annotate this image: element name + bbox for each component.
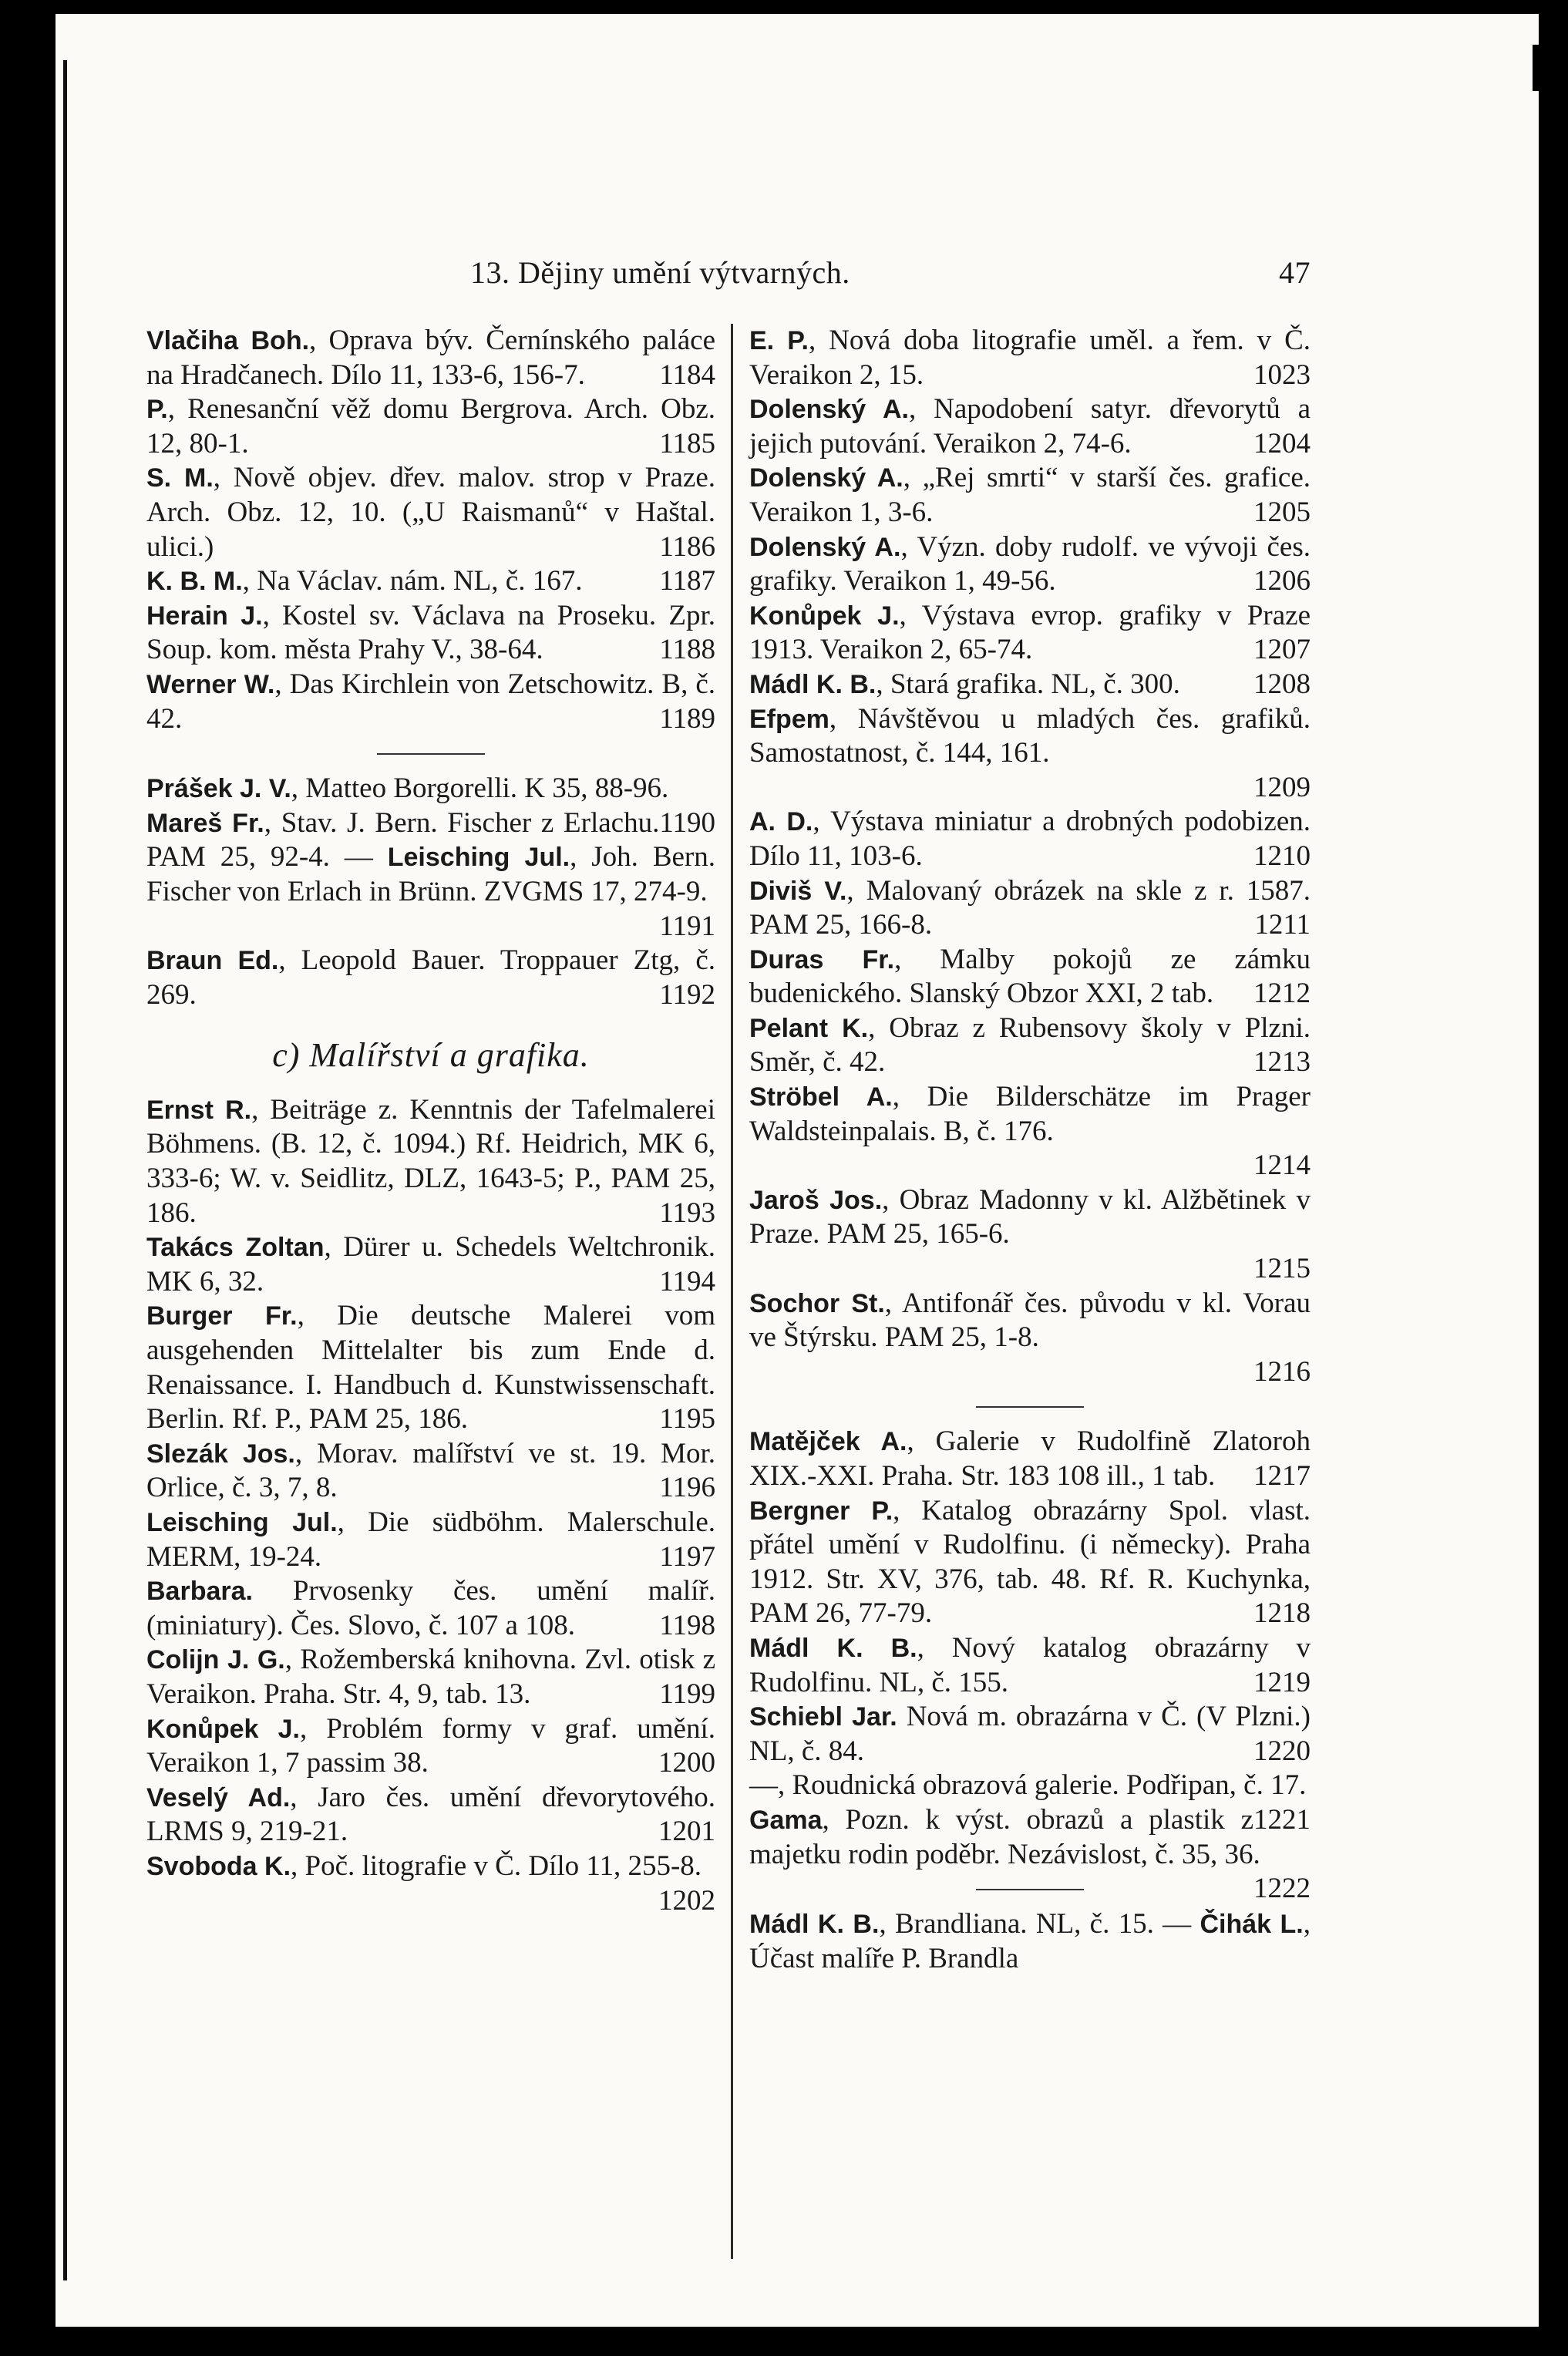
- entry-number: 1205: [1253, 496, 1311, 528]
- entry-author: Matějček A.: [749, 1427, 907, 1457]
- entry-number: 1193: [659, 1197, 715, 1229]
- bibliography-entry: [749, 1631, 1311, 1700]
- entry-author: Ströbel A.: [749, 1082, 893, 1112]
- entry-text: , Morav. malířství ve st. 19. Mor. Orlice, č. 3, 7, 8.: [146, 1437, 715, 1504]
- entry-text: , Návštěvou u mladých čes. grafiků. Samostatnost, č. 144, 161.: [749, 702, 1311, 769]
- entry-number: 1210: [1253, 840, 1311, 872]
- entry-text: , Die deutsche Malerei vom ausgehenden Mittelalter bis zum Ende d. Renaissance. I. Handbuch d. Kunstwissenschaft. Berlin. Rf. P., PAM 25, 186.: [146, 1300, 715, 1435]
- entry-text: , Napodobení satyr. dřevorytů a jejich putování. Veraikon 2, 74-6.: [749, 393, 1311, 459]
- entry-number: 1204: [1253, 427, 1311, 459]
- entry-text: Prvosenky čes. umění malíř. (miniatury). Čes. Slovo, č. 107 a 108.: [146, 1575, 715, 1641]
- entry-number: 1191: [659, 910, 715, 942]
- scan-edge-right: [1533, 45, 1540, 91]
- bibliography-entry: [749, 1803, 1311, 1905]
- entry-number: 1209: [1253, 771, 1311, 803]
- entry-author: Vlačiha Boh.: [146, 326, 310, 355]
- entry-text: , Nově objev. dřev. malov. strop v Praze. Arch. Obz. 12, 10. („U Raismanů“ v Haštal. ulici.): [146, 462, 715, 563]
- entry-author: Herain J.: [146, 601, 263, 631]
- bibliography-entry: [749, 702, 1311, 806]
- entry-number: 1195: [659, 1403, 715, 1435]
- entry-author: Braun Ed.: [146, 946, 279, 976]
- entry-number: 1184: [659, 358, 715, 391]
- entry-author: Konůpek J.: [749, 601, 900, 631]
- entry-text: —, Roudnická obrazová galerie. Podřipan, č. 17.: [749, 1769, 1307, 1802]
- entry-author: Takács Zoltan: [146, 1233, 325, 1263]
- entry-author: Ernst R.: [146, 1095, 252, 1125]
- bibliography-entry: [749, 1287, 1311, 1390]
- bibliography-entry: [749, 943, 1311, 1011]
- entry-author: Schiebl Jar.: [749, 1702, 897, 1732]
- page-number: 47: [1279, 255, 1311, 290]
- entry-author: Dolenský A.: [749, 395, 909, 425]
- entry-author: Diviš V.: [749, 876, 847, 906]
- entry-text: , Brandliana. NL, č. 15. —: [879, 1908, 1200, 1940]
- entry-author: E. P.: [749, 326, 809, 355]
- section-heading: c) Malířství a grafika.: [272, 1036, 590, 1075]
- bibliography-entry: [146, 1849, 715, 1917]
- entry-number: 1215: [1253, 1253, 1311, 1285]
- bibliography-entry: [146, 1299, 715, 1436]
- entry-author: A. D.: [749, 807, 813, 837]
- bibliography-entry: [749, 1183, 1311, 1287]
- entry-author: Svoboda K.: [146, 1851, 291, 1881]
- entry-number: 1188: [659, 634, 715, 666]
- entry-text: , Obraz Madonny v kl. Alžbětinek v Praze. PAM 25, 165-6.: [749, 1183, 1311, 1250]
- entry-number: 1192: [659, 978, 715, 1011]
- entry-author: Dolenský A.: [749, 463, 903, 493]
- entry-text: , Die Bilderschätze im Prager Waldsteinpalais. B, č. 176.: [749, 1081, 1311, 1147]
- entry-text: , Stará grafika. NL, č. 300.: [876, 668, 1180, 700]
- bibliography-entry: [749, 324, 1311, 392]
- entry-text: , Galerie v Rudolfině Zlatoroh XIX.-XXI. Praha. Str. 183 108 ill., 1 tab.: [749, 1425, 1311, 1492]
- entry-author: Prášek J. V.: [146, 774, 291, 804]
- entry-author: Werner W.: [146, 669, 275, 699]
- entry-author: Sochor St.: [749, 1288, 885, 1318]
- left-column: [146, 324, 715, 1918]
- entry-text: , Nová doba litografie uměl. a řem. v Č. Veraikon 2, 15.: [749, 325, 1311, 391]
- bibliography-entry: [146, 1506, 715, 1574]
- entry-number: 1186: [659, 530, 715, 563]
- entry-author: Jaroš Jos.: [749, 1185, 883, 1215]
- entry-author: Bergner P.: [749, 1496, 893, 1526]
- entry-author: P.: [146, 395, 168, 425]
- bibliography-entry: [146, 944, 715, 1012]
- chapter-title: 13. Dějiny umění výtvarných.: [470, 255, 850, 290]
- entry-number: 1213: [1253, 1046, 1311, 1079]
- entry-number: 1185: [659, 427, 715, 459]
- entry-text: , Malovaný obrázek na skle z r. 1587. PAM 25, 166-8.: [749, 874, 1311, 941]
- entry-author: Burger Fr.: [146, 1301, 298, 1331]
- entry-number: 1207: [1253, 634, 1311, 666]
- bibliography-entry: [749, 461, 1311, 530]
- entry-text: , Na Václav. nám. NL, č. 167.: [242, 565, 583, 597]
- entry-author: Barbara.: [146, 1577, 253, 1607]
- entry-text: , Malby pokojů ze zámku budenického. Slanský Obzor XXI, 2 tab.: [749, 943, 1311, 1010]
- entry-text: , Oprava býv. Černínského paláce na Hradčanech. Dílo 11, 133-6, 156-7.: [146, 325, 715, 391]
- entry-text: , Joh. Bern. Fischer von Erlach in Brünn. ZVGMS 17, 274-9.: [146, 841, 716, 907]
- entry-number: 1206: [1253, 565, 1311, 597]
- entry-text: , Jaro čes. umění dřevorytového. LRMS 9, 219-21.: [146, 1781, 715, 1848]
- entry-text: , Rožemberská knihovna. Zvl. otisk z Veraikon. Praha. Str. 4, 9, tab. 13.: [146, 1644, 715, 1710]
- bibliography-entry: [749, 599, 1311, 668]
- entry-text: , Renesanční věž domu Bergrova. Arch. Obz. 12, 80-1.: [146, 393, 715, 459]
- entry-number: 1201: [658, 1816, 715, 1848]
- bibliography-entry: [749, 668, 1311, 702]
- entry-author: Čihák L.: [1200, 1910, 1304, 1940]
- entry-number: 1190: [659, 806, 715, 839]
- entry-author: K. B. M.: [146, 567, 243, 597]
- bibliography-entry: [749, 1494, 1311, 1631]
- entry-text: , Kostel sv. Václava na Proseku. Zpr. Soup. kom. města Prahy V., 38-64.: [146, 599, 715, 666]
- bibliography-entry: [749, 1700, 1311, 1769]
- scan-edge-left: [29, 14, 56, 2327]
- entry-author: Mádl K. B.: [749, 669, 877, 699]
- entry-number: 1218: [1253, 1597, 1311, 1630]
- entry-author: Leisching Jul.: [387, 843, 570, 873]
- entry-number: 1197: [659, 1540, 715, 1573]
- entry-author: Pelant K.: [749, 1013, 869, 1043]
- bibliography-entry: [749, 1425, 1311, 1493]
- entry-text: , „Rej smrti“ v starší čes. grafice. Veraikon 1, 3-6.: [749, 462, 1311, 528]
- entry-text: , Matteo Borgorelli. K 35, 88-96.: [291, 772, 669, 805]
- bibliography-entry: [146, 1712, 715, 1781]
- entry-author: Slezák Jos.: [146, 1439, 295, 1469]
- bibliography-entry: [146, 392, 715, 461]
- entry-number: 1194: [659, 1265, 715, 1297]
- column-divider: [731, 324, 733, 2259]
- entry-text: , Katalog obrazárny Spol. vlast. přátel umění v Rudolfinu. (i německy). Praha 1912. Str. XV, 376, tab. 48. Rf. R. Kuchynka, PAM 26, 77-79.: [749, 1494, 1311, 1630]
- entry-text: , Leopold Bauer. Troppauer Ztg, č. 269.: [146, 944, 715, 1011]
- entry-text: , Účast malíře P. Brandla: [749, 1908, 1311, 1974]
- entry-author: Leisching Jul.: [146, 1508, 338, 1537]
- bibliography-entry: [749, 392, 1311, 461]
- bibliography-entry: [146, 668, 715, 736]
- bibliography-entry: [146, 1230, 715, 1299]
- entry-number: 1214: [1253, 1149, 1311, 1182]
- entry-number: 1220: [1253, 1735, 1311, 1767]
- entry-author: Duras Fr.: [749, 944, 895, 974]
- entry-number: 1221: [1253, 1803, 1311, 1836]
- entry-author: Veselý Ad.: [146, 1782, 291, 1812]
- entry-number: 1200: [658, 1747, 715, 1779]
- entry-number: 1219: [1253, 1666, 1311, 1698]
- entry-text: , Obraz z Rubensovy školy v Plzni. Směr, č. 42.: [749, 1011, 1311, 1079]
- entry-number: 1217: [1253, 1460, 1311, 1492]
- entry-text: , Antifonář čes. původu v kl. Vorau ve Štýrsku. PAM 25, 1-8.: [749, 1287, 1311, 1354]
- section-separator: [976, 1406, 1084, 1408]
- scan-edge-line: [63, 60, 67, 2280]
- entry-author: Mareš Fr.: [146, 808, 264, 838]
- section-separator: [377, 753, 485, 755]
- entry-text: , Výstava miniatur a drobných podobizen. Dílo 11, 103-6.: [749, 806, 1311, 872]
- entry-author: Colijn J. G.: [146, 1645, 285, 1675]
- entry-text: , Die südböhm. Malerschule. MERM, 19-24.: [146, 1506, 715, 1573]
- entry-text: , Význ. doby rudolf. ve vývoji čes. grafiky. Veraikon 1, 49-56.: [749, 530, 1311, 597]
- bibliography-entry: [146, 1643, 715, 1711]
- bibliography-entry: [146, 1093, 715, 1230]
- entry-number: 1187: [659, 565, 715, 597]
- entry-author: Konůpek J.: [146, 1714, 300, 1744]
- bibliography-entry: [749, 530, 1311, 599]
- bibliography-entry: [749, 1011, 1311, 1080]
- entry-number: 1208: [1253, 668, 1311, 700]
- right-column: [749, 324, 1311, 1976]
- entry-number: 1199: [659, 1678, 715, 1710]
- entry-author: Efpem: [749, 704, 829, 734]
- entry-number: 1202: [658, 1884, 715, 1917]
- bibliography-entry: [146, 1574, 715, 1643]
- bibliography-entry: [146, 1437, 715, 1506]
- entry-number: 1189: [659, 702, 715, 735]
- running-head: [139, 254, 1311, 291]
- entry-number: 1222: [1253, 1873, 1311, 1905]
- bibliography-entry: [749, 874, 1311, 943]
- bibliography-entry: [749, 1907, 1311, 1976]
- bibliography-entry: [146, 806, 715, 944]
- entry-number: 1212: [1253, 978, 1311, 1010]
- bibliography-entry: [146, 1781, 715, 1849]
- entry-author: Dolenský A.: [749, 532, 901, 562]
- section-separator: [976, 1889, 1084, 1890]
- entry-text: , Výstava evrop. grafiky v Praze 1913. Veraikon 2, 65-74.: [749, 599, 1311, 666]
- entry-text: , Stav. J. Bern. Fischer z Erlachu. PAM 25, 92-4. —: [146, 806, 660, 873]
- entry-number: 1198: [659, 1609, 715, 1641]
- entry-number: 1216: [1253, 1355, 1311, 1388]
- entry-text: , Problém formy v graf. umění. Veraikon 1, 7 passim 38.: [146, 1712, 715, 1779]
- bibliography-entry: [146, 599, 715, 668]
- entry-text: , Beiträge z. Kenntnis der Tafelmalerei Böhmens. (B. 12, č. 1094.) Rf. Heidrich, MK 6, 333-6; W. v. Seidlitz, DLZ, 1643-5; P., PAM 25, 186.: [146, 1093, 715, 1229]
- bibliography-entry: [146, 324, 715, 392]
- entry-text: , Pozn. k výst. obrazů a plastik z majetku rodin poděbr. Nezávislost, č. 35, 36.: [749, 1803, 1260, 1870]
- entry-text: , Poč. litografie v Č. Dílo 11, 255-8.: [291, 1849, 702, 1882]
- bibliography-entry: [749, 1080, 1311, 1183]
- entry-text: , Nový katalog obrazárny v Rudolfinu. NL, č. 155.: [749, 1631, 1311, 1698]
- entry-text: , Dürer u. Schedels Weltchronik. MK 6, 32.: [146, 1231, 715, 1297]
- entry-number: 1211: [1254, 909, 1311, 941]
- bibliography-entry: [749, 805, 1311, 873]
- entry-author: Mádl K. B.: [749, 1910, 880, 1940]
- entry-number: 1023: [1253, 358, 1311, 391]
- entry-text: Nová m. obrazárna v Č. (V Plzni.) NL, č. 84.: [749, 1701, 1311, 1767]
- entry-number: 1196: [659, 1472, 715, 1504]
- entry-text: , Das Kirchlein von Zetschowitz. B, č. 42.: [146, 668, 715, 735]
- entry-author: Mádl K. B.: [749, 1633, 917, 1663]
- bibliography-entry: [146, 564, 715, 599]
- bibliography-entry: [146, 461, 715, 564]
- entry-author: Gama: [749, 1805, 823, 1835]
- entry-author: S. M.: [146, 463, 214, 493]
